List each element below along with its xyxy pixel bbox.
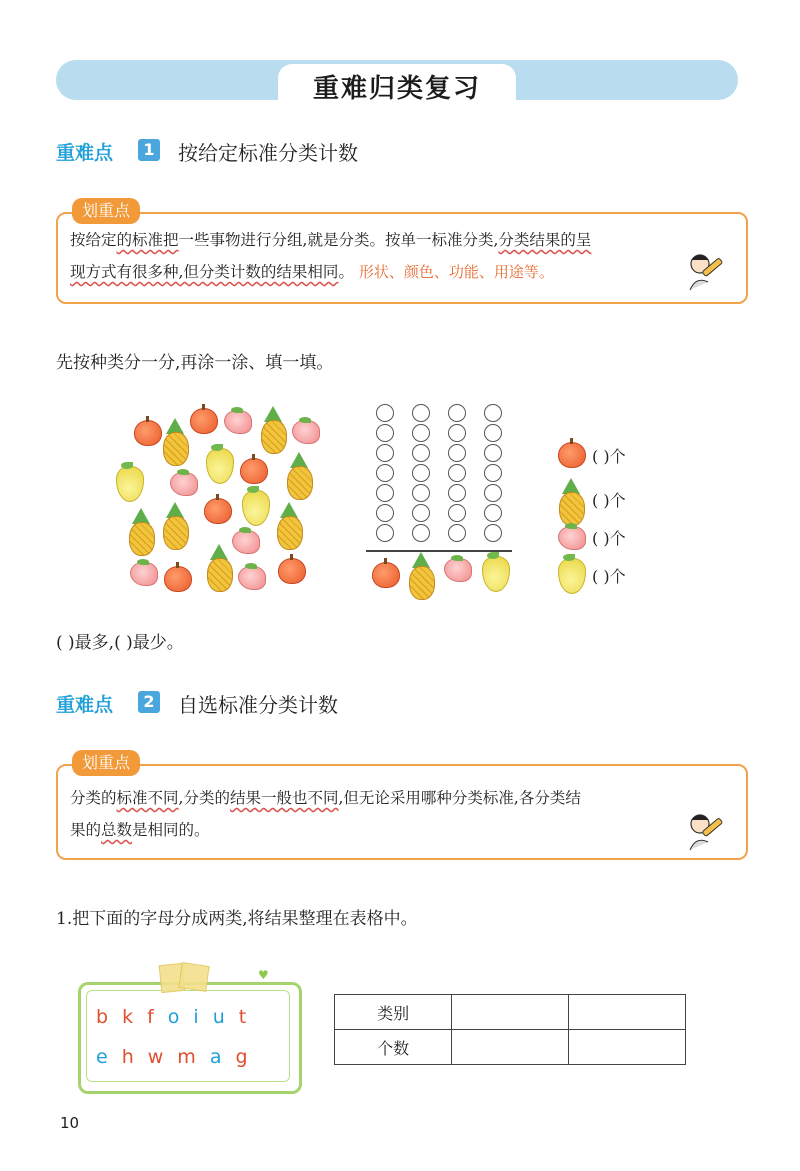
color-circle[interactable]: [376, 524, 394, 542]
letter: w: [147, 1046, 178, 1068]
question-1-text: 1.把下面的字母分成两类,将结果整理在表格中。: [56, 909, 418, 929]
pineapple-icon: [260, 406, 286, 452]
section2-title: 自选标准分类计数: [178, 693, 338, 717]
letter: a: [209, 1046, 236, 1068]
section1-label: 重难点: [56, 142, 114, 164]
color-circle[interactable]: [448, 524, 466, 542]
pear-icon: [558, 558, 586, 594]
color-circle[interactable]: [448, 504, 466, 522]
color-circle[interactable]: [448, 484, 466, 502]
peach-icon: [558, 526, 586, 550]
kp2-l1-e: ,但无论采用哪种分类标准,各分类结: [338, 789, 581, 807]
pineapple-icon: [162, 502, 188, 548]
color-circle[interactable]: [412, 504, 430, 522]
keypoint-tag-1: 划重点: [72, 198, 140, 224]
pear-icon: [206, 448, 234, 484]
color-circle[interactable]: [484, 484, 502, 502]
table-cell[interactable]: [569, 995, 686, 1030]
apple-icon: [164, 566, 192, 592]
kp1-l2-a: 现方式有很多种,但分类计数的结果相同: [70, 263, 339, 281]
color-circle[interactable]: [484, 524, 502, 542]
apple-icon: [240, 458, 268, 484]
page-number: 10: [60, 1114, 80, 1132]
keypoint-2-line2: [70, 814, 730, 846]
apple-icon: [134, 420, 162, 446]
keypoint-text-2: [70, 782, 730, 846]
peach-icon: [224, 410, 252, 434]
kp1-l1-c: 一些事物进行分组,就是分类。按单一标准分类,: [178, 231, 499, 249]
section2-number: 2: [138, 691, 160, 713]
pineapple-icon: [408, 552, 434, 598]
section2-label: 重难点: [56, 694, 114, 716]
letter: o: [167, 1006, 194, 1028]
keypoint-text-1: [70, 224, 710, 288]
pear-icon: [116, 466, 144, 502]
color-circle[interactable]: [412, 444, 430, 462]
table-row: [335, 995, 686, 1030]
count-apple[interactable]: ( )个: [592, 447, 626, 466]
pineapple-icon: [206, 544, 232, 590]
kp2-l1-d: 结果一般也不同: [229, 789, 339, 807]
most-least-blank[interactable]: ( )最多,( )最少。: [56, 633, 184, 653]
apple-icon: [558, 442, 586, 468]
color-circle[interactable]: [448, 424, 466, 442]
pineapple-icon: [286, 452, 312, 498]
kp1-l1-a: 按给定: [70, 231, 117, 249]
kp2-l2-a: 果的: [70, 821, 102, 839]
apple-icon: [372, 562, 400, 588]
pineapple-icon: [276, 502, 302, 548]
letters-row-2: [96, 1046, 262, 1068]
letters-row-1: [96, 1006, 260, 1028]
table-label-category: 类别: [335, 995, 452, 1030]
table-cell[interactable]: [452, 995, 569, 1030]
letter: t: [238, 1006, 261, 1028]
kp1-l2-b: 。: [338, 263, 354, 281]
letter: k: [122, 1006, 148, 1028]
apple-icon: [190, 408, 218, 434]
keypoint-1-line2: [70, 256, 710, 288]
peach-icon: [130, 562, 158, 586]
color-circle[interactable]: [484, 504, 502, 522]
pear-icon: [482, 556, 510, 592]
instruction-text: 先按种类分一分,再涂一涂、填一填。: [56, 353, 334, 373]
pencil-character-icon: [682, 810, 726, 854]
pineapple-icon: [558, 478, 584, 524]
pencil-character-icon: [682, 250, 726, 294]
kp1-l1-b: 的标准把: [116, 231, 179, 249]
kp1-note: 形状、颜色、功能、用途等。: [358, 263, 554, 281]
color-circle[interactable]: [376, 484, 394, 502]
peach-icon: [170, 472, 198, 496]
keypoint-1-line1: [70, 224, 710, 256]
pear-icon: [242, 490, 270, 526]
pineapple-icon: [162, 418, 188, 464]
keypoint-tag-2: 划重点: [72, 750, 140, 776]
table-label-count: 个数: [335, 1030, 452, 1065]
letter: g: [235, 1046, 262, 1068]
color-circle[interactable]: [448, 464, 466, 482]
letter: f: [147, 1006, 168, 1028]
color-circle[interactable]: [412, 524, 430, 542]
count-peach[interactable]: ( )个: [592, 529, 626, 548]
color-circle[interactable]: [448, 444, 466, 462]
section1-number: 1: [138, 139, 160, 161]
table-row: [335, 1030, 686, 1065]
letter: m: [177, 1046, 210, 1068]
peach-icon: [232, 530, 260, 554]
color-circle[interactable]: [448, 404, 466, 422]
classification-table: [334, 994, 686, 1065]
count-pineapple[interactable]: ( )个: [592, 491, 626, 510]
section1-title: 按给定标准分类计数: [178, 141, 358, 165]
peach-icon: [238, 566, 266, 590]
letter: h: [121, 1046, 148, 1068]
letters-card-inner: [86, 990, 290, 1082]
pineapple-icon: [128, 508, 154, 554]
color-circle[interactable]: [412, 484, 430, 502]
table-cell[interactable]: [569, 1030, 686, 1065]
peach-icon: [444, 558, 472, 582]
kp2-l1-b: 标准不同: [116, 789, 179, 807]
leaf-icon: ♥: [258, 968, 269, 982]
color-circle[interactable]: [484, 464, 502, 482]
kp2-l1-c: ,分类的: [178, 789, 230, 807]
kp2-l2-b: 总数: [101, 821, 133, 839]
count-pear[interactable]: ( )个: [592, 567, 626, 586]
color-circle[interactable]: [412, 464, 430, 482]
color-circle[interactable]: [484, 404, 502, 422]
letter: i: [193, 1006, 213, 1028]
letter: u: [212, 1006, 239, 1028]
peach-icon: [292, 420, 320, 444]
apple-icon: [278, 558, 306, 584]
color-circle[interactable]: [376, 404, 394, 422]
table-cell[interactable]: [452, 1030, 569, 1065]
kp1-l1-d: 分类结果的呈: [498, 231, 592, 249]
color-circle[interactable]: [376, 464, 394, 482]
color-circle[interactable]: [376, 504, 394, 522]
color-circle[interactable]: [484, 444, 502, 462]
keypoint-2-line1: [70, 782, 730, 814]
kp2-l1-a: 分类的: [70, 789, 117, 807]
tape-icon: [178, 962, 209, 992]
letter: e: [96, 1046, 122, 1068]
page-title: 重难归类复习: [312, 74, 481, 104]
kp2-l2-c: 是相同的。: [132, 821, 210, 839]
color-circle[interactable]: [412, 404, 430, 422]
apple-icon: [204, 498, 232, 524]
color-circle[interactable]: [376, 424, 394, 442]
letter: b: [96, 1006, 123, 1028]
color-circle[interactable]: [484, 424, 502, 442]
color-circle[interactable]: [412, 424, 430, 442]
color-circle[interactable]: [376, 444, 394, 462]
